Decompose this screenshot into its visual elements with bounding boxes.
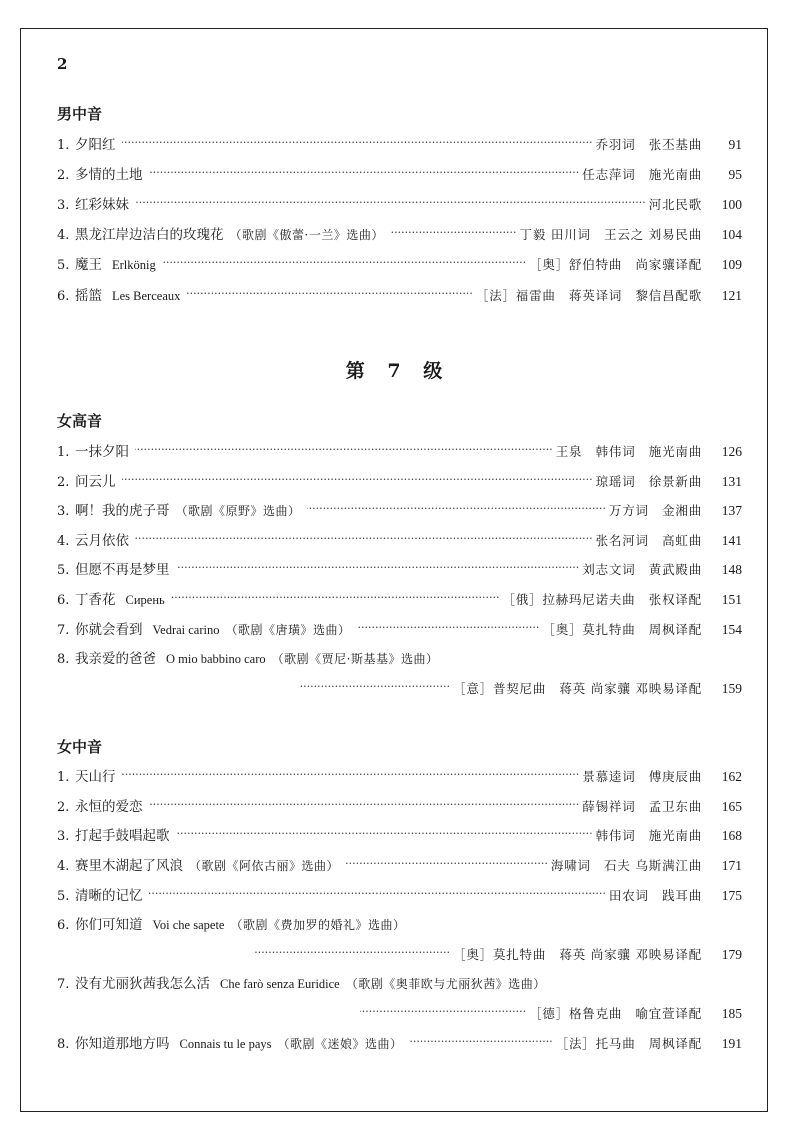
entry-credits: ［德］格鲁克曲 喻宜萱译配 (529, 1006, 702, 1021)
entry-title: 赛里木湖起了风浪 (75, 858, 183, 874)
dot-leader (357, 623, 540, 635)
entry-page: 141 (721, 533, 742, 548)
dot-leader (122, 475, 593, 487)
entry-original-title: Vedrai carino (152, 623, 220, 637)
dot-leader (135, 445, 553, 457)
entry-original-title: Voi che sapete (152, 918, 225, 932)
dot-leader (149, 800, 580, 812)
toc-entry[interactable] (57, 133, 742, 153)
entry-credits: 张名河词 高虹曲 (595, 533, 702, 548)
entry-page: 154 (721, 622, 742, 637)
toc-entry-continuation (300, 677, 742, 697)
entry-credits: ［奥］舒伯特曲 尚家骧译配 (529, 257, 702, 272)
dot-leader (162, 258, 526, 270)
entry-original-title: Erlkönig (112, 258, 156, 272)
entry-title: 天山行 (75, 769, 116, 785)
entry-number: 6. (57, 289, 70, 304)
dot-leader (186, 289, 473, 301)
grade-number: 7 (387, 360, 403, 382)
entry-page: 91 (728, 137, 742, 152)
entry-original-title: Les Berceaux (112, 289, 181, 303)
entry-note: （歌剧《贾尼·斯基基》选曲） (271, 652, 439, 666)
entry-page: 162 (721, 769, 742, 784)
entry-title: 问云儿 (75, 474, 116, 490)
entry-page: 95 (728, 167, 742, 182)
entry-title: 魔王 (75, 257, 102, 273)
entry-number: 4. (57, 859, 70, 874)
entry-page: 171 (721, 858, 742, 873)
entry-page: 159 (721, 681, 742, 696)
entry-page: 121 (721, 288, 742, 303)
toc-entry[interactable] (57, 253, 742, 273)
entry-title: 但愿不再是梦里 (75, 562, 170, 578)
dot-leader (300, 682, 450, 694)
entry-title: 你们可知道 (75, 917, 143, 933)
entry-credits: 任志萍词 施光南曲 (582, 167, 702, 182)
toc-entry[interactable] (57, 618, 742, 638)
toc-entry[interactable] (57, 765, 742, 785)
entry-note: （歌剧《费加罗的婚礼》选曲） (230, 918, 406, 932)
dot-leader (390, 228, 517, 240)
entry-note: （歌剧《原野》选曲） (175, 504, 301, 518)
entry-original-title: Connais tu le pays (179, 1037, 272, 1051)
entry-number: 2. (57, 800, 70, 815)
entry-page: 168 (721, 828, 742, 843)
entry-title: 丁香花 (75, 592, 116, 608)
dot-leader (176, 563, 580, 575)
entry-number: 1. (57, 445, 70, 460)
entry-number: 4. (57, 228, 70, 243)
toc-entry[interactable] (57, 529, 742, 549)
dot-leader (122, 770, 580, 782)
toc-entry[interactable] (57, 499, 742, 519)
dot-leader (122, 138, 593, 150)
toc-entry[interactable] (57, 884, 742, 904)
entry-page: 109 (721, 257, 742, 272)
entry-credits: ［意］普契尼曲 蒋英 尚家骧 邓映易译配 (453, 681, 702, 696)
entry-number: 8. (57, 652, 70, 667)
entry-page: 151 (721, 592, 742, 607)
dot-leader (149, 889, 606, 901)
dot-leader (255, 948, 450, 960)
toc-entry[interactable] (57, 558, 742, 578)
entry-credits: ［俄］拉赫玛尼诺夫曲 张权译配 (502, 592, 702, 607)
toc-entry[interactable] (57, 284, 742, 304)
entry-page: 126 (721, 444, 742, 459)
entry-number: 8. (57, 1037, 70, 1052)
section-heading-mezzo: 女中音 (57, 738, 103, 756)
toc-entry[interactable] (57, 795, 742, 815)
dot-leader (135, 534, 593, 546)
entry-title: 夕阳红 (75, 137, 116, 153)
entry-title: 打起手鼓唱起歌 (75, 828, 170, 844)
entry-original-title: Che farò senza Euridice (220, 977, 340, 991)
entry-page: 179 (721, 947, 742, 962)
entry-number: 3. (57, 829, 70, 844)
entry-note: （歌剧《唐璜》选曲） (225, 623, 351, 637)
entry-note: （歌剧《奥菲欧与尤丽狄茜》选曲） (345, 977, 546, 991)
toc-entry[interactable] (57, 1032, 742, 1052)
entry-number: 2. (57, 475, 70, 490)
entry-number: 7. (57, 623, 70, 638)
entry-number: 5. (57, 889, 70, 904)
entry-credits: 景慕逵词 傅庚辰曲 (582, 769, 702, 784)
entry-title: 一抹夕阳 (75, 444, 129, 460)
entry-number: 5. (57, 258, 70, 273)
entry-credits: 海啸词 石夫 乌斯满江曲 (550, 858, 702, 873)
entry-number: 6. (57, 593, 70, 608)
entry-credits: 河北民歌 (648, 197, 702, 212)
page-number: 2 (57, 55, 68, 73)
toc-entry[interactable] (57, 913, 742, 933)
toc-entry[interactable] (57, 854, 742, 874)
entry-credits: 王泉 韩伟词 施光南曲 (555, 444, 702, 459)
entry-credits: 万方词 金湘曲 (608, 503, 702, 518)
toc-entry-continuation (255, 943, 742, 963)
entry-page: 137 (721, 503, 742, 518)
entry-number: 5. (57, 563, 70, 578)
toc-entry[interactable] (57, 588, 742, 608)
toc-entry[interactable] (57, 824, 742, 844)
entry-credits: 琼瑶词 徐景新曲 (595, 474, 702, 489)
entry-note: （歌剧《傲蕾·一兰》选曲） (229, 228, 384, 242)
entry-credits: ［法］托马曲 周枫译配 (555, 1036, 702, 1051)
entry-number: 1. (57, 770, 70, 785)
grade-label-suffix: 级 (423, 360, 445, 382)
entry-title: 你知道那地方吗 (75, 1036, 170, 1052)
entry-credits: 刘志文词 黄武殿曲 (582, 562, 702, 577)
entry-title: 永恒的爱恋 (75, 799, 143, 815)
dot-leader (360, 1007, 526, 1019)
dot-leader (176, 829, 593, 841)
entry-original-title: O mio babbino caro (166, 652, 266, 666)
entry-number: 1. (57, 138, 70, 153)
entry-title: 啊！我的虎子哥 (75, 503, 170, 519)
entry-number: 7. (57, 977, 70, 992)
grade-heading (0, 356, 790, 383)
toc-entry-continuation (360, 1002, 742, 1022)
entry-title: 你就会看到 (75, 622, 143, 638)
toc-entry[interactable] (57, 972, 742, 992)
entry-page: 131 (721, 474, 742, 489)
entry-credits: 薛锡祥词 孟卫东曲 (582, 799, 702, 814)
entry-page: 100 (721, 197, 742, 212)
entry-number: 3. (57, 198, 70, 213)
dot-leader (149, 168, 580, 180)
section-heading-baritone: 男中音 (57, 105, 103, 123)
entry-note: （歌剧《迷娘》选曲） (277, 1037, 403, 1051)
dot-leader (171, 593, 500, 605)
entry-page: 175 (721, 888, 742, 903)
entry-title: 云月依依 (75, 533, 129, 549)
dot-leader (409, 1037, 553, 1049)
entry-number: 4. (57, 534, 70, 549)
entry-page: 104 (721, 227, 742, 242)
entry-page: 148 (721, 562, 742, 577)
entry-credits: 乔羽词 张丕基曲 (595, 137, 702, 152)
toc-entry[interactable] (57, 163, 742, 183)
grade-label-prefix: 第 (345, 360, 367, 382)
entry-page: 165 (721, 799, 742, 814)
entry-credits: 丁毅 田川词 王云之 刘易民曲 (519, 227, 702, 242)
dot-leader (307, 504, 606, 516)
entry-note: （歌剧《阿依古丽》选曲） (189, 859, 340, 873)
entry-credits: 韩伟词 施光南曲 (595, 828, 702, 843)
entry-credits: ［奥］莫扎特曲 周枫译配 (542, 622, 702, 637)
entry-title: 清晰的记忆 (75, 888, 143, 904)
entry-credits: 田农词 践耳曲 (608, 888, 702, 903)
entry-title: 没有尤丽狄茜我怎么活 (75, 976, 210, 992)
entry-number: 2. (57, 168, 70, 183)
entry-number: 6. (57, 918, 70, 933)
entry-title: 多情的土地 (75, 167, 143, 183)
toc-entry[interactable] (57, 193, 742, 213)
entry-page: 185 (721, 1006, 742, 1021)
entry-page: 191 (721, 1036, 742, 1051)
entry-number: 3. (57, 504, 70, 519)
entry-original-title: Сирень (125, 593, 165, 607)
section-heading-soprano: 女高音 (57, 412, 103, 430)
toc-entry[interactable] (57, 647, 742, 667)
entry-credits: ［奥］莫扎特曲 蒋英 尚家骧 邓映易译配 (453, 947, 702, 962)
entry-title: 黑龙江岸边洁白的玫瑰花 (75, 227, 224, 243)
entry-title: 我亲爱的爸爸 (75, 651, 156, 667)
toc-entry[interactable] (57, 470, 742, 490)
entry-title: 摇篮 (75, 288, 102, 304)
entry-credits: ［法］福雷曲 蒋英译词 黎信昌配歌 (475, 288, 702, 303)
toc-entry[interactable] (57, 440, 742, 460)
dot-leader (345, 859, 548, 871)
entry-title: 红彩妹妹 (75, 197, 129, 213)
dot-leader (135, 198, 646, 210)
toc-entry[interactable] (57, 223, 742, 243)
